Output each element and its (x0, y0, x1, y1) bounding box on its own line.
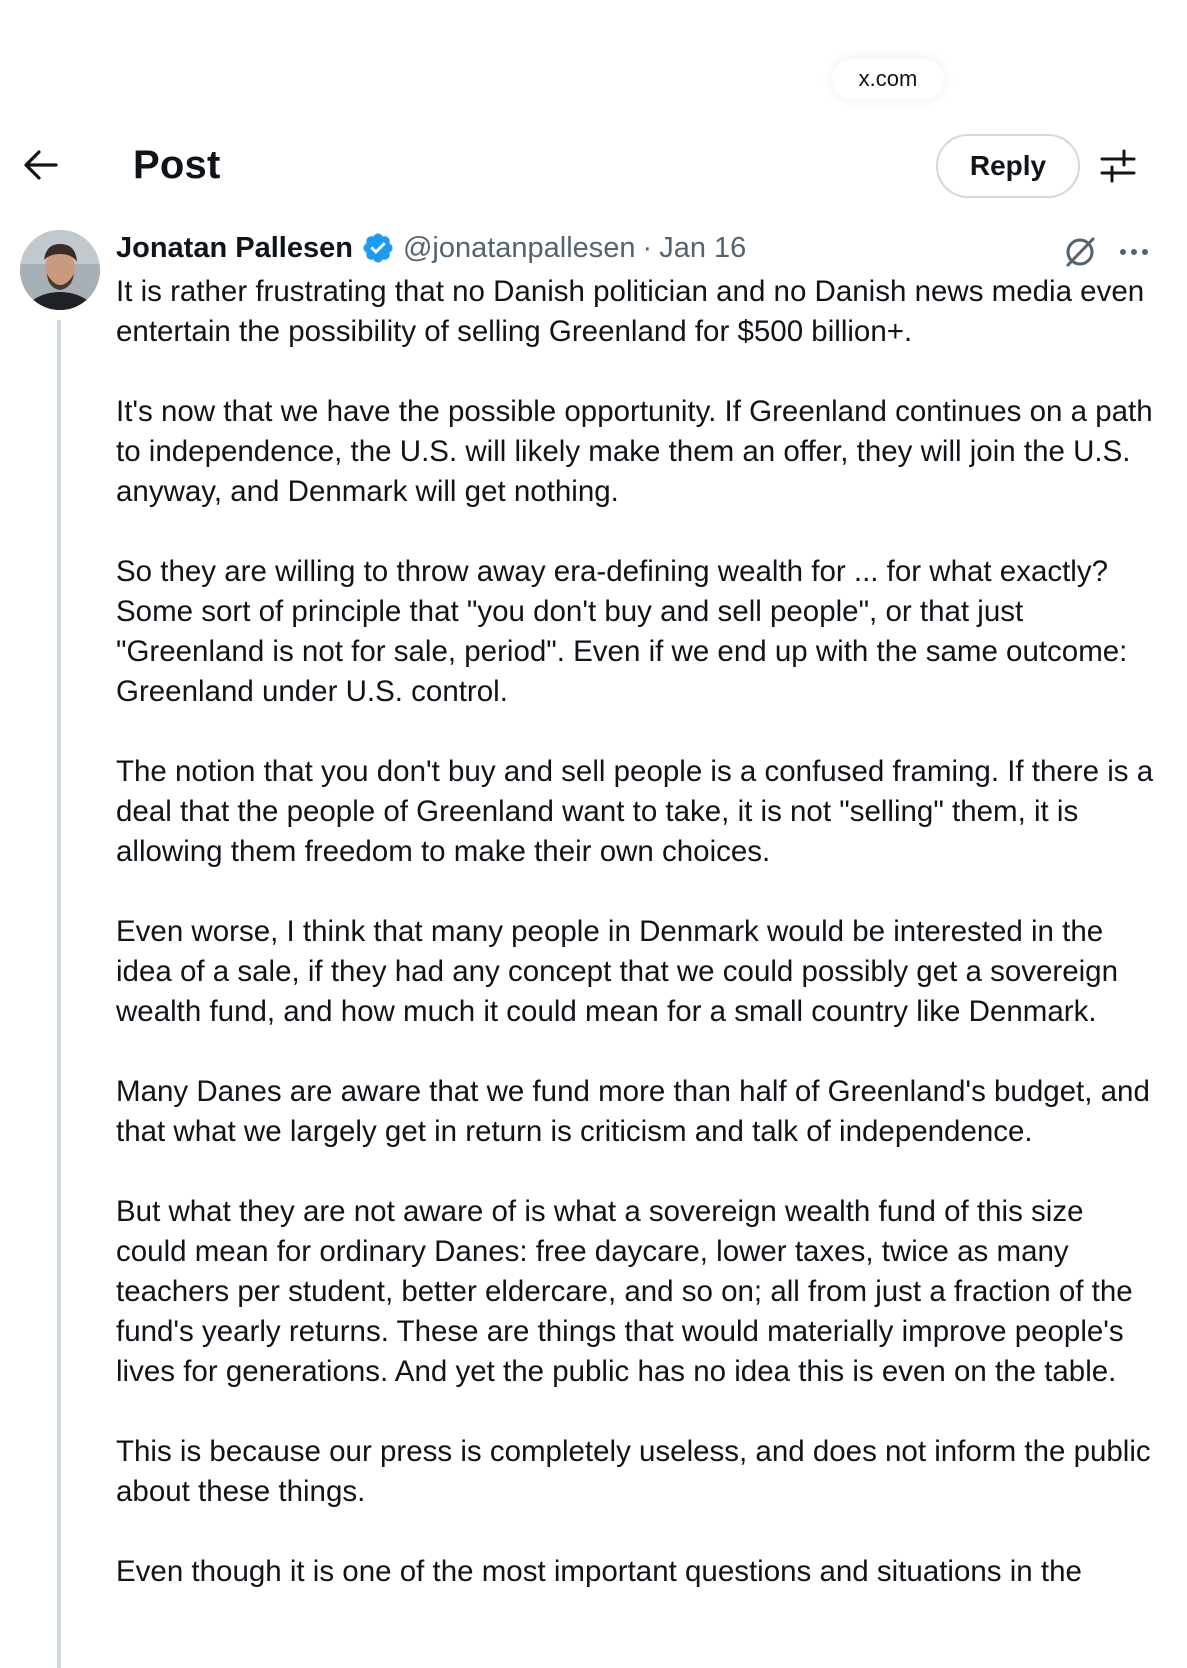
post-paragraph: It's now that we have the possible opportunity. If Greenland continues on a path to independence, the U.S. will likely make them an offer, they will join the U.S. anyway, and Denmark will get nothing. (116, 395, 1153, 508)
post-paragraph: Many Danes are aware that we fund more than half of Greenland's budget, and that what we largely get in return is criticism and talk of independence. (116, 1075, 1150, 1148)
post-paragraph: The notion that you don't buy and sell people is a confused framing. If there is a deal that the people of Greenland want to take, it is not "selling" them, it is allowing them freedom to make their own choices. (116, 755, 1154, 868)
post-author-row (116, 228, 1116, 268)
back-button[interactable] (18, 142, 64, 188)
more-button[interactable] (1114, 232, 1154, 272)
verified-badge-icon (361, 231, 395, 265)
post-paragraph: Even though it is one of the most important questions and situations in the (116, 1555, 1082, 1588)
arrow-left-icon (24, 150, 58, 180)
sliders-icon (1100, 149, 1136, 183)
more-dots-icon (1119, 248, 1149, 256)
post-paragraph: It is rather frustrating that no Danish politician and no Danish news media even entertain the possibility of selling Greenland for $500 billion+. (116, 275, 1145, 348)
page-title: Post (133, 143, 221, 187)
avatar-photo (20, 230, 100, 310)
reply-button[interactable]: Reply (936, 134, 1080, 198)
post-paragraph: Even worse, I think that many people in Denmark would be interested in the idea of a sale, if they had any concept that we could possibly get a sovereign wealth fund, and how much it could mean for a small country like Denmark. (116, 915, 1118, 1028)
filter-button[interactable] (1094, 142, 1142, 190)
author-handle[interactable]: @jonatanpallesen (402, 231, 636, 264)
author-name[interactable]: Jonatan Pallesen (116, 231, 353, 264)
grok-button[interactable] (1058, 230, 1102, 274)
grok-icon (1062, 234, 1098, 270)
avatar[interactable] (20, 230, 100, 310)
post-text (116, 272, 1156, 1632)
post-paragraph: So they are willing to throw away era-defining wealth for ... for what exactly? Some sort of principle that "you don't buy and sell people", or that just "Greenland is not for sale, period". Even if we end up with the same outcome: Greenland under U.S. control. (116, 555, 1128, 708)
post-paragraph: This is because our press is completely useless, and does not inform the public about these things. (116, 1435, 1151, 1508)
post-date[interactable]: Jan 16 (659, 231, 747, 264)
post-header (0, 130, 1187, 202)
separator-dot: · (642, 231, 653, 264)
post-paragraph: But what they are not aware of is what a sovereign wealth fund of this size could mean for ordinary Danes: free daycare, lower taxes, twice as many teachers per student, better eldercare, and so on; all from just a fraction of the fund's yearly returns. These are things that would materially improve people's lives for generations. And yet the public has no idea this is even on the table. (116, 1195, 1133, 1388)
thread-line (57, 320, 61, 1668)
url-pill[interactable]: x.com (832, 59, 944, 99)
